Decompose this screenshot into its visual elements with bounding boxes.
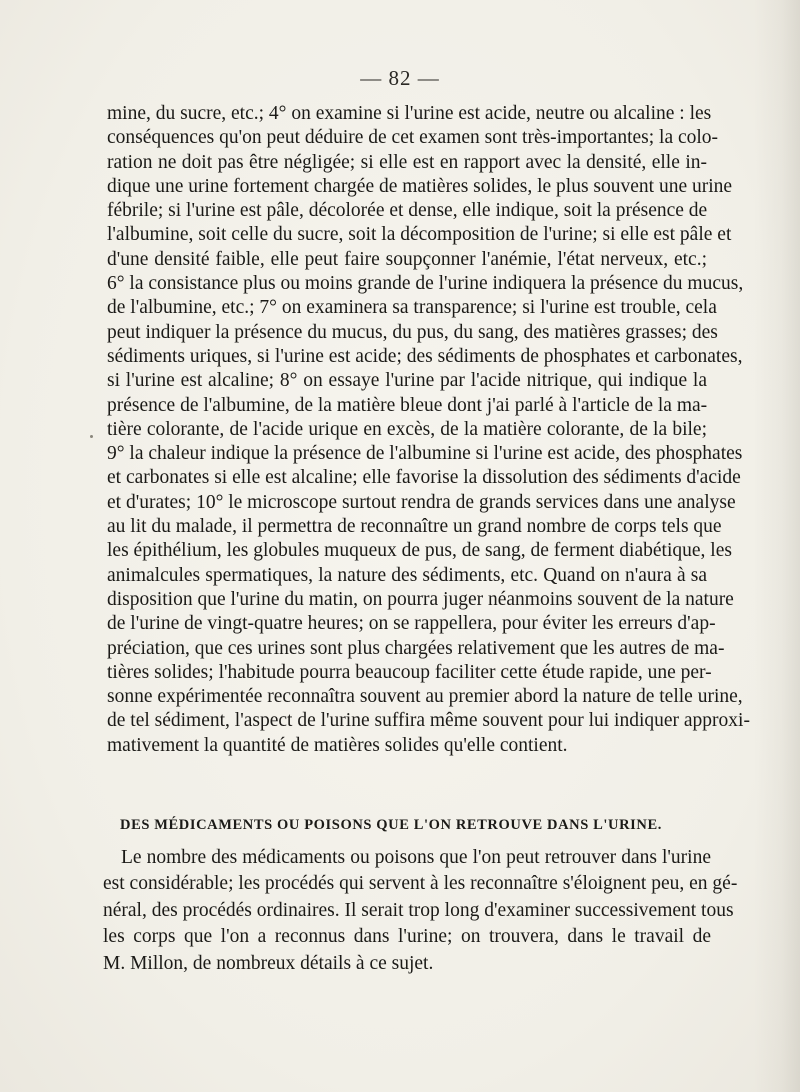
- text-line: 6° la consistance plus ou moins grande de l'urine indiquera la présence du mucus,: [107, 273, 744, 295]
- text-line: présence de l'albumine, de la matière bleue dont j'ai parlé à l'article de la ma-: [107, 394, 708, 416]
- text-line: est considérable; les procédés qui servent à les reconnaître s'éloignent peu, en gé-: [103, 873, 738, 895]
- text-line: préciation, que ces urines sont plus chargées relativement que les autres de ma-: [107, 637, 725, 659]
- text-line: au lit du malade, il permettra de reconnaître un grand nombre de corps tels que: [107, 516, 722, 538]
- text-line: sonne expérimentée reconnaîtra souvent au premier abord la nature de telle urine,: [107, 686, 743, 708]
- text-line: M. Millon, de nombreux détails à ce sujet.: [103, 952, 434, 974]
- text-line: et d'urates; 10° le microscope surtout rendra de grands services dans une analyse: [107, 491, 736, 513]
- page-edge-shadow: [754, 0, 800, 1092]
- section-heading: DES MÉDICAMENTS OU POISONS QUE L'ON RETROUVE DANS L'URINE.: [120, 817, 662, 833]
- text-line: tières solides; l'habitude pourra beaucoup faciliter cette étude rapide, une per-: [107, 661, 712, 683]
- text-line: néral, des procédés ordinaires. Il serait trop long d'examiner successivement tous: [103, 899, 734, 921]
- text-line: les épithélium, les globules muqueux de pus, de sang, de ferment diabétique, les: [107, 540, 732, 562]
- text-line: sédiments uriques, si l'urine est acide; des sédiments de phosphates et carbonates,: [107, 345, 743, 367]
- paragraph-medications: [103, 845, 738, 977]
- text-line: d'une densité faible, elle peut faire soupçonner l'anémie, l'état nerveux, etc.;: [107, 248, 707, 270]
- text-line: les corps que l'on a reconnus dans l'urine; on trouvera, dans le travail de: [103, 926, 711, 948]
- text-line: peut indiquer la présence du mucus, du pus, du sang, des matières grasses; des: [107, 321, 718, 343]
- page-number: — 82 —: [360, 66, 440, 90]
- text-line: disposition que l'urine du matin, on pourra juger néanmoins souvent de la nature: [107, 588, 734, 610]
- text-line: l'albumine, soit celle du sucre, soit la décomposition de l'urine; si elle est pâle et: [107, 224, 732, 246]
- text-line: de l'urine de vingt-quatre heures; on se rappellera, pour éviter les erreurs d'ap-: [107, 613, 716, 635]
- text-line: de l'albumine, etc.; 7° on examinera sa transparence; si l'urine est trouble, cela: [107, 297, 717, 319]
- text-line: fébrile; si l'urine est pâle, décolorée et dense, elle indique, soit la présence de: [107, 200, 708, 222]
- text-line: tière colorante, de l'acide urique en excès, de la matière colorante, de la bile;: [107, 418, 707, 440]
- text-line: ration ne doit pas être négligée; si elle est en rapport avec la densité, elle in-: [107, 151, 707, 173]
- text-line: Le nombre des médicaments ou poisons que l'on peut retrouver dans l'urine: [121, 847, 711, 868]
- text-line: 9° la chaleur indique la présence de l'albumine si l'urine est acide, des phosphates: [107, 443, 743, 465]
- text-line: si l'urine est alcaline; 8° on essaye l'urine par l'acide nitrique, qui indique la: [107, 370, 707, 392]
- paragraph-urine-examination: [107, 102, 750, 758]
- text-line: dique une urine fortement chargée de matières solides, le plus souvent une urine: [107, 175, 733, 197]
- margin-mark: [90, 435, 93, 438]
- text-line: et carbonates si elle est alcaline; elle favorise la dissolution des sédiments d'acide: [107, 467, 741, 489]
- text-line: mine, du sucre, etc.; 4° on examine si l'urine est acide, neutre ou alcaline : les: [107, 103, 712, 124]
- text-line: animalcules spermatiques, la nature des sédiments, etc. Quand on n'aura à sa: [107, 564, 707, 586]
- text-line: conséquences qu'on peut déduire de cet examen sont très-importantes; la colo-: [107, 127, 719, 149]
- text-line: mativement la quantité de matières solides qu'elle contient.: [107, 734, 568, 756]
- text-line: de tel sédiment, l'aspect de l'urine suffira même souvent pour lui indiquer approxi-: [107, 710, 750, 732]
